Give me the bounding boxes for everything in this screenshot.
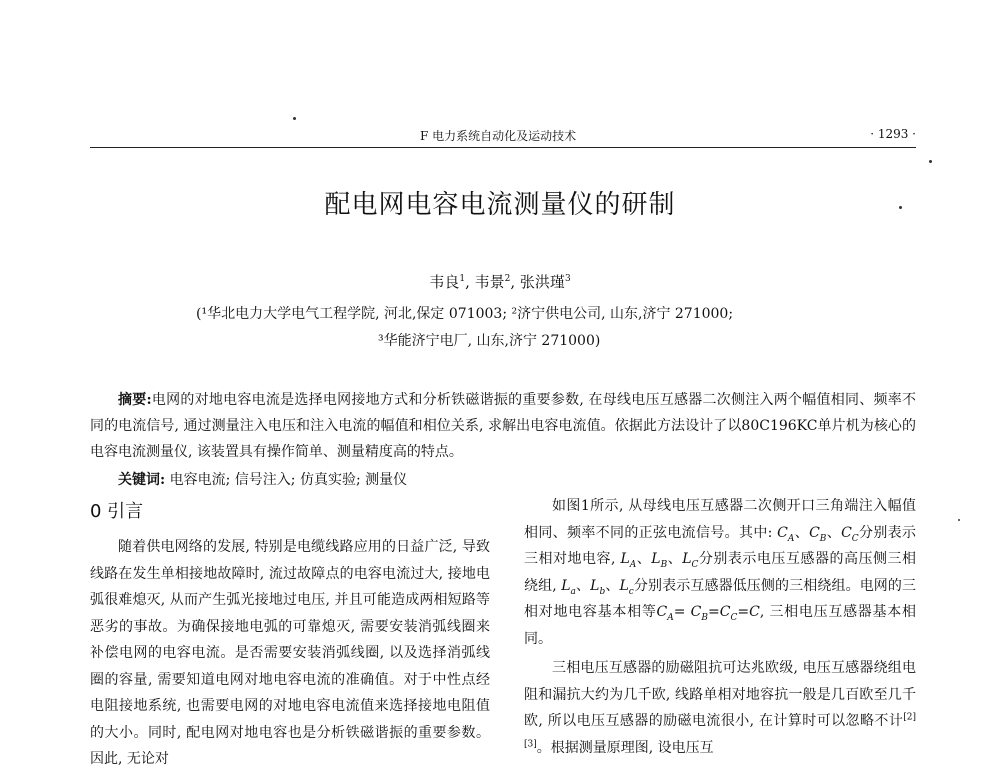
- scan-speck: [929, 160, 932, 163]
- abstract: [90, 387, 916, 465]
- math-symbol: $L_a$: [561, 577, 576, 597]
- author-marker: 1: [459, 274, 466, 284]
- math-symbol: $L_C$: [682, 551, 699, 570]
- left-column: [90, 534, 490, 773]
- keywords: [118, 469, 407, 489]
- text-run: 分别表示互感器低压侧的三相绕组。电网的三相对地电容基本相等: [524, 577, 917, 620]
- math-symbol: $C_A= C_B=C_C=C$: [656, 604, 760, 623]
- scan-speck: [958, 519, 960, 521]
- math-symbol: $L_b$: [590, 577, 606, 597]
- abstract-text: 电网的对地电容电流是选择电网接地方式和分析铁磁谐振的重要参数, 在母线电压互感器二次侧注入两个幅值相同、频率不同的电流信号, 通过测量注入电压和注入电流的幅值和相位关系, 求解出电容电流值。依据此方法设计了以80C196KC单片机为核心的电容电流测量仪, 该装置具有操作简单、测量精度高的特点。: [90, 392, 916, 460]
- author-marker: 2: [504, 274, 511, 284]
- text-run: 分别表示三相对地电容,: [524, 524, 917, 567]
- text-run: 如图1所示, 从母线电压互感器二次侧开口三角端注入幅值相同、频率不同的正弦电流信号。其中:: [524, 498, 916, 541]
- page-number: · 1293 ·: [870, 127, 916, 141]
- citation: [2][3]: [524, 712, 916, 749]
- body-paragraph: 随着供电网络的发展, 特别是电缆线路应用的日益广泛, 导致线路在发生单相接地故障时, 流过故障点的电容电流过大, 接地电弧很难熄灭, 从而产生弧光接地过电压, 并且可能造成两相短路等恶劣的事故。为确保接地电弧的可靠熄灭, 需要安装消弧线圈来补偿电网的电容电流。是否需要安装消弧线圈, 以及选择消弧线圈的容量, 需要知道电网对地电容电流的准确值。对于中性点经电阻接地系统, 也需要电网的对地电容电流值来选择接地电阻值的大小。同时, 配电网对地电容也是分析铁磁谐振的重要参数。因此, 无论对: [90, 539, 490, 767]
- text-run: 三相电压互感器的励磁阻抗可达兆欧级, 电压互感器绕组电阻和漏抗大约为几千欧, 线路单相对地容抗一般是几百欧至几千欧, 所以电压互感器的励磁电流很小, 在计算时可以忽略不计: [524, 660, 916, 729]
- author-name: 韦景: [474, 273, 505, 291]
- body-paragraph: [524, 655, 916, 761]
- affiliation-line: ³华能济宁电厂, 山东,济宁 271000): [378, 333, 601, 349]
- math-symbol: $C_A$: [777, 524, 795, 544]
- math-symbol: $C_B$: [809, 524, 827, 544]
- author-list: 韦良$^1$, 韦景$^2$, 张洪瑾$^3$: [429, 273, 571, 291]
- text-run: 分别表示电压互感器的高压侧三相绕组,: [524, 551, 916, 594]
- text-run: 。根据测量原理图, 设电压互: [536, 739, 714, 756]
- math-symbol: $L_c$: [619, 577, 634, 597]
- keywords-text: 电容电流; 信号注入; 仿真实验; 测量仪: [169, 472, 408, 488]
- paper-title: 配电网电容电流测量仪的研制: [324, 190, 676, 220]
- author-marker: 3: [564, 274, 571, 284]
- text-run: , 三相电压互感器基本相同。: [524, 604, 916, 647]
- math-symbol: $L_B$: [651, 551, 668, 570]
- section-heading: 0 引言: [90, 501, 144, 522]
- math-symbol: $C_C$: [841, 524, 859, 544]
- scan-speck: [293, 117, 296, 120]
- body-paragraph: 如图1所示, 从母线电压互感器二次侧开口三角端注入幅值相同、频率不同的正弦电流信号。其中: $C_A$、$C_B$、$C_C$分别表示三相对地电容, $L_A$、$L_B$、$L_C$分别表示电压互感器的高压侧三相绕组, $L_a$、$L_b$、$L_c$分别表示互感器低压侧的三相绕组。电网的三相对地电容基本相等$C_A= C_B=C_C=C$, 三相电压互感器基本相同。: [524, 498, 917, 647]
- affiliation-line: (¹华北电力大学电气工程学院, 河北,保定 071003; ²济宁供电公司, 山东,济宁 271000;: [196, 306, 734, 322]
- math-symbol: $L_A$: [620, 551, 637, 570]
- right-column: [524, 493, 916, 761]
- running-header: [90, 125, 916, 148]
- journal-name: F 电力系统自动化及运动技术: [420, 129, 577, 143]
- author-name: 张洪瑾: [519, 273, 565, 291]
- abstract-label: 摘要:: [118, 392, 152, 408]
- keywords-label: 关键词:: [118, 472, 166, 488]
- author-name: 韦良: [429, 273, 460, 291]
